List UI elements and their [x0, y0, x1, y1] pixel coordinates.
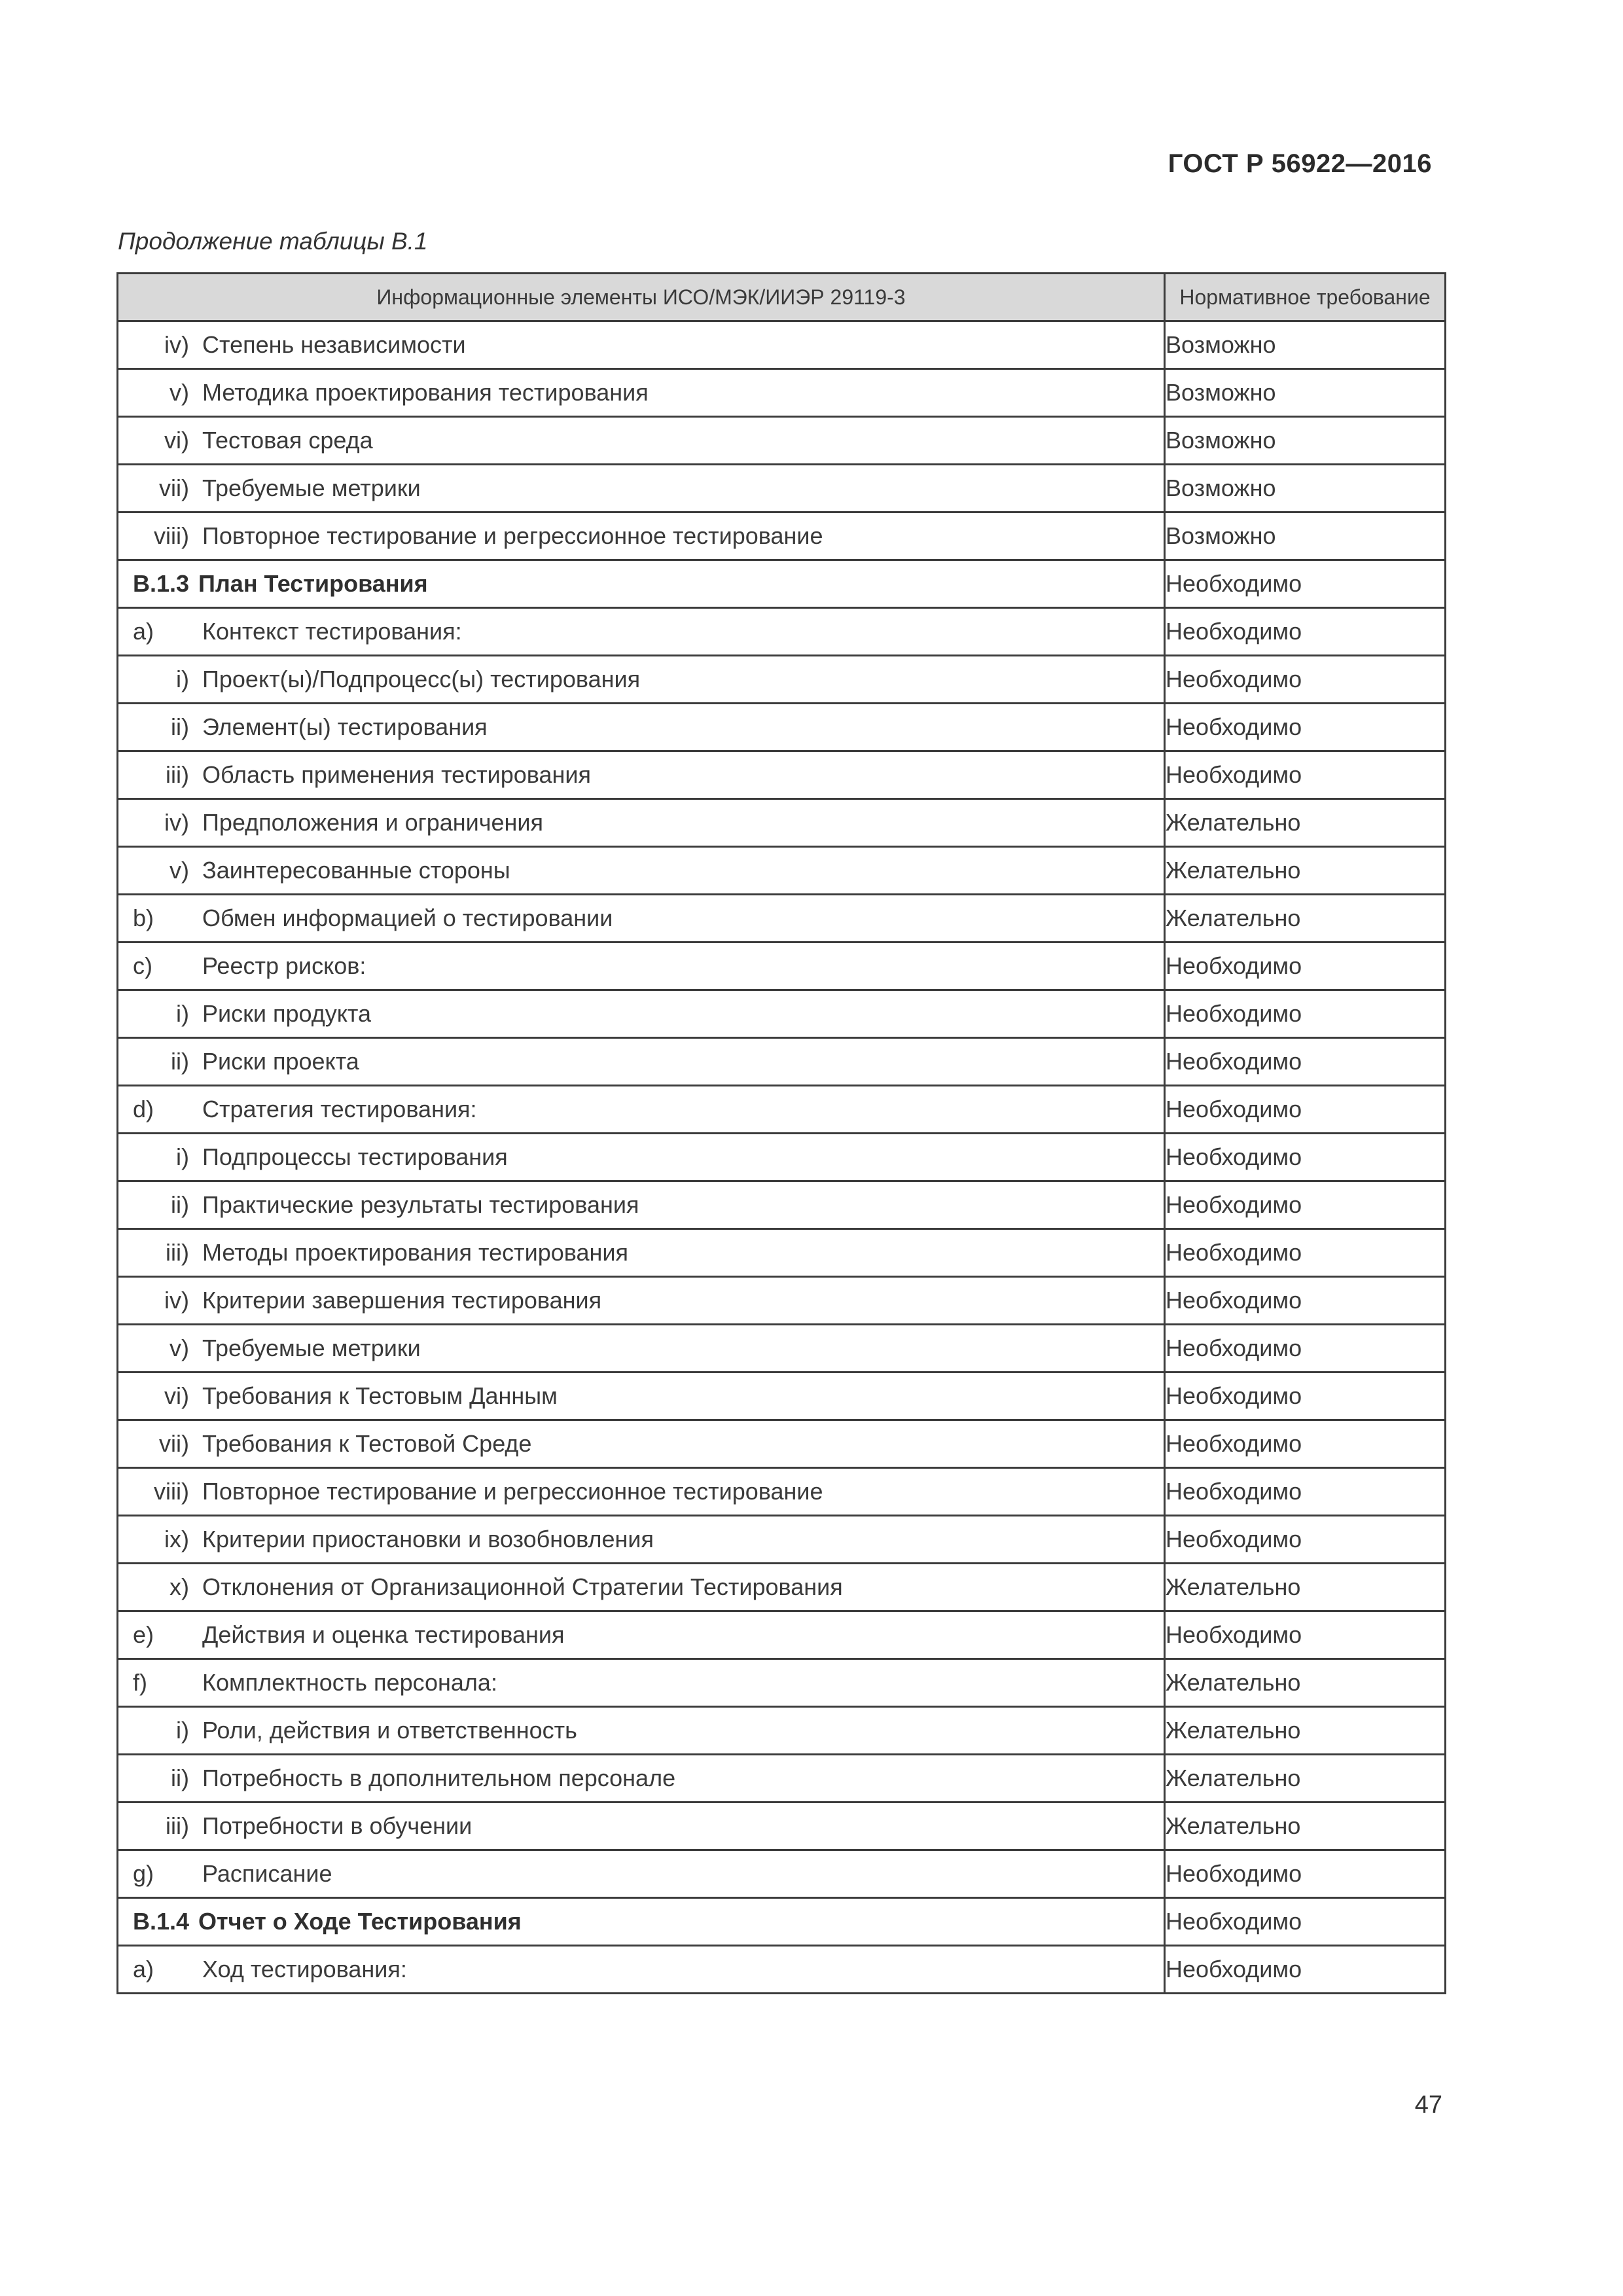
requirement-cell: Необходимо: [1165, 1516, 1446, 1564]
element-cell: [118, 608, 1165, 656]
table-row: [118, 1516, 1446, 1564]
requirement-cell: Возможно: [1165, 465, 1446, 512]
item-text: Область применения тестирования: [202, 761, 592, 788]
table-row: [118, 1229, 1446, 1277]
table-row: [118, 1468, 1446, 1516]
element-cell: [118, 895, 1165, 942]
requirement-cell: Необходимо: [1165, 1372, 1446, 1420]
requirement-cell: Необходимо: [1165, 1325, 1446, 1372]
table-row: [118, 1564, 1446, 1611]
column-header-elements: Информационные элементы ИСО/МЭК/ИИЭР 29119-3: [118, 274, 1165, 321]
item-text: Ход тестирования:: [202, 1956, 407, 1982]
element-cell: [118, 1803, 1165, 1850]
element-cell: [118, 799, 1165, 847]
item-marker: a): [133, 618, 154, 645]
element-cell: [118, 1898, 1165, 1946]
item-text: Методика проектирования тестирования: [202, 379, 649, 406]
item-marker: viii): [154, 1478, 189, 1505]
item-marker: ix): [164, 1526, 189, 1552]
element-cell: [118, 1134, 1165, 1181]
table-row: [118, 465, 1446, 512]
item-text: Требования к Тестовым Данным: [202, 1382, 558, 1409]
item-text: Повторное тестирование и регрессионное тестирование: [202, 522, 823, 549]
element-cell: [118, 704, 1165, 751]
item-marker: b): [133, 905, 154, 931]
table-row: [118, 1850, 1446, 1898]
item-text: Риски продукта: [202, 1000, 371, 1027]
table-row: [118, 321, 1446, 369]
item-marker: vii): [159, 1430, 189, 1457]
element-cell: [118, 1564, 1165, 1611]
table-row: [118, 369, 1446, 417]
item-text: Практические результаты тестирования: [202, 1191, 639, 1218]
table-row: [118, 990, 1446, 1038]
section-heading: [118, 570, 1164, 598]
requirement-cell: Необходимо: [1165, 1850, 1446, 1898]
requirement-cell: Необходимо: [1165, 608, 1446, 656]
table-row: [118, 1372, 1446, 1420]
item-text: Тестовая среда: [202, 427, 373, 454]
item-marker: vi): [164, 1382, 189, 1409]
item-text: Действия и оценка тестирования: [202, 1621, 565, 1648]
requirement-cell: Возможно: [1165, 417, 1446, 465]
requirement-cell: Необходимо: [1165, 1468, 1446, 1516]
item-text: Повторное тестирование и регрессионное тестирование: [202, 1478, 823, 1505]
element-cell: [118, 1516, 1165, 1564]
item-marker: iv): [164, 331, 189, 358]
element-cell: [118, 847, 1165, 895]
item-text: Реестр рисков:: [202, 952, 366, 979]
item-marker: i): [176, 1717, 189, 1744]
element-cell: [118, 465, 1165, 512]
requirement-cell: Желательно: [1165, 799, 1446, 847]
column-header-requirement: Нормативное требование: [1165, 274, 1446, 321]
item-text: Предположения и ограничения: [202, 809, 544, 836]
table-caption: Продолжение таблицы В.1: [118, 228, 428, 255]
section-title: Отчет о Ходе Тестирования: [198, 1908, 522, 1935]
requirement-cell: Желательно: [1165, 1755, 1446, 1803]
element-cell: [118, 1755, 1165, 1803]
requirement-cell: Желательно: [1165, 895, 1446, 942]
item-text: Критерии завершения тестирования: [202, 1287, 602, 1314]
item-marker: c): [133, 952, 152, 979]
requirement-cell: Желательно: [1165, 1803, 1446, 1850]
item-marker: d): [133, 1096, 154, 1122]
item-marker: iv): [164, 809, 189, 836]
element-cell: [118, 942, 1165, 990]
item-text: Риски проекта: [202, 1048, 359, 1075]
requirement-cell: Возможно: [1165, 512, 1446, 560]
element-cell: [118, 1086, 1165, 1134]
table-row: [118, 799, 1446, 847]
element-cell: [118, 1277, 1165, 1325]
item-marker: ii): [171, 1048, 189, 1075]
document-standard-code: ГОСТ Р 56922—2016: [1168, 149, 1432, 178]
element-cell: [118, 1707, 1165, 1755]
requirement-cell: Необходимо: [1165, 1946, 1446, 1994]
item-text: Потребности в обучении: [202, 1812, 473, 1839]
table-section-row: [118, 560, 1446, 608]
item-marker: e): [133, 1621, 154, 1648]
requirements-table: [116, 272, 1446, 1994]
table-section-row: [118, 1898, 1446, 1946]
element-cell: [118, 321, 1165, 369]
item-marker: ii): [171, 1765, 189, 1791]
item-text: Комплектность персонала:: [202, 1669, 497, 1696]
item-marker: iv): [164, 1287, 189, 1314]
item-marker: f): [133, 1669, 147, 1696]
requirement-cell: Желательно: [1165, 1707, 1446, 1755]
item-text: Контекст тестирования:: [202, 618, 462, 645]
element-cell: [118, 1946, 1165, 1994]
item-marker: viii): [154, 522, 189, 549]
requirement-cell: Желательно: [1165, 1564, 1446, 1611]
item-text: Элемент(ы) тестирования: [202, 713, 488, 740]
element-cell: [118, 1325, 1165, 1372]
requirement-cell: Необходимо: [1165, 751, 1446, 799]
item-marker: g): [133, 1860, 154, 1887]
item-text: Роли, действия и ответственность: [202, 1717, 577, 1744]
requirement-cell: Необходимо: [1165, 942, 1446, 990]
page-number: 47: [1414, 2091, 1442, 2119]
item-marker: a): [133, 1956, 154, 1982]
table-row: [118, 1325, 1446, 1372]
item-marker: iii): [166, 1812, 189, 1839]
section-number: В.1.3: [133, 570, 190, 597]
table-row: [118, 1038, 1446, 1086]
requirement-cell: Необходимо: [1165, 704, 1446, 751]
element-cell: [118, 1850, 1165, 1898]
table-row: [118, 895, 1446, 942]
item-text: Методы проектирования тестирования: [202, 1239, 628, 1266]
item-marker: vi): [164, 427, 189, 454]
table-row: [118, 847, 1446, 895]
table-row: [118, 1803, 1446, 1850]
requirement-cell: Возможно: [1165, 321, 1446, 369]
table-row: [118, 1611, 1446, 1659]
table-row: [118, 942, 1446, 990]
table-row: [118, 704, 1446, 751]
item-marker: vii): [159, 475, 189, 501]
table-header-row: [118, 274, 1446, 321]
requirement-cell: Необходимо: [1165, 1898, 1446, 1946]
table-body: [118, 321, 1446, 1994]
element-cell: [118, 1372, 1165, 1420]
table-row: [118, 417, 1446, 465]
requirement-cell: Необходимо: [1165, 1420, 1446, 1468]
requirement-cell: Необходимо: [1165, 1086, 1446, 1134]
item-text: Стратегия тестирования:: [202, 1096, 477, 1122]
element-cell: [118, 560, 1165, 608]
requirement-cell: Необходимо: [1165, 1038, 1446, 1086]
section-heading: [118, 1908, 1164, 1935]
item-text: Обмен информацией о тестировании: [202, 905, 613, 931]
item-marker: x): [169, 1573, 189, 1600]
item-text: Критерии приостановки и возобновления: [202, 1526, 654, 1552]
item-text: Требования к Тестовой Среде: [202, 1430, 532, 1457]
section-title: План Тестирования: [198, 570, 428, 597]
item-marker: ii): [171, 713, 189, 740]
table-row: [118, 1946, 1446, 1994]
table-row: [118, 1277, 1446, 1325]
item-text: Проект(ы)/Подпроцесс(ы) тестирования: [202, 666, 641, 692]
requirement-cell: Необходимо: [1165, 1229, 1446, 1277]
element-cell: [118, 1181, 1165, 1229]
requirement-cell: Желательно: [1165, 1659, 1446, 1707]
requirement-cell: Необходимо: [1165, 1181, 1446, 1229]
element-cell: [118, 369, 1165, 417]
table-row: [118, 1659, 1446, 1707]
table-row: [118, 751, 1446, 799]
element-cell: [118, 656, 1165, 704]
item-marker: i): [176, 1143, 189, 1170]
item-marker: iii): [166, 761, 189, 788]
table-row: [118, 1707, 1446, 1755]
item-text: Требуемые метрики: [202, 1335, 421, 1361]
item-text: Потребность в дополнительном персонале: [202, 1765, 676, 1791]
item-text: Подпроцессы тестирования: [202, 1143, 508, 1170]
item-text: Требуемые метрики: [202, 475, 421, 501]
requirement-cell: Необходимо: [1165, 1611, 1446, 1659]
element-cell: [118, 417, 1165, 465]
element-cell: [118, 1038, 1165, 1086]
requirement-cell: Необходимо: [1165, 990, 1446, 1038]
item-marker: i): [176, 1000, 189, 1027]
element-cell: [118, 1420, 1165, 1468]
element-cell: [118, 990, 1165, 1038]
item-text: Заинтересованные стороны: [202, 857, 510, 884]
item-text: Расписание: [202, 1860, 332, 1887]
table-row: [118, 1181, 1446, 1229]
table-row: [118, 656, 1446, 704]
element-cell: [118, 1229, 1165, 1277]
section-number: В.1.4: [133, 1908, 190, 1935]
requirement-cell: Необходимо: [1165, 1277, 1446, 1325]
item-marker: ii): [171, 1191, 189, 1218]
item-marker: i): [176, 666, 189, 692]
table-row: [118, 1086, 1446, 1134]
element-cell: [118, 512, 1165, 560]
item-text: Отклонения от Организационной Стратегии Тестирования: [202, 1573, 843, 1600]
requirement-cell: Возможно: [1165, 369, 1446, 417]
table-row: [118, 608, 1446, 656]
requirement-cell: Необходимо: [1165, 656, 1446, 704]
item-marker: v): [169, 379, 189, 406]
item-marker: v): [169, 1335, 189, 1361]
element-cell: [118, 751, 1165, 799]
item-text: Степень независимости: [202, 331, 466, 358]
table-row: [118, 512, 1446, 560]
element-cell: [118, 1468, 1165, 1516]
item-marker: iii): [166, 1239, 189, 1266]
element-cell: [118, 1659, 1165, 1707]
requirement-cell: Необходимо: [1165, 560, 1446, 608]
table-row: [118, 1420, 1446, 1468]
requirement-cell: Необходимо: [1165, 1134, 1446, 1181]
table-row: [118, 1755, 1446, 1803]
item-marker: v): [169, 857, 189, 884]
requirement-cell: Желательно: [1165, 847, 1446, 895]
element-cell: [118, 1611, 1165, 1659]
table-row: [118, 1134, 1446, 1181]
